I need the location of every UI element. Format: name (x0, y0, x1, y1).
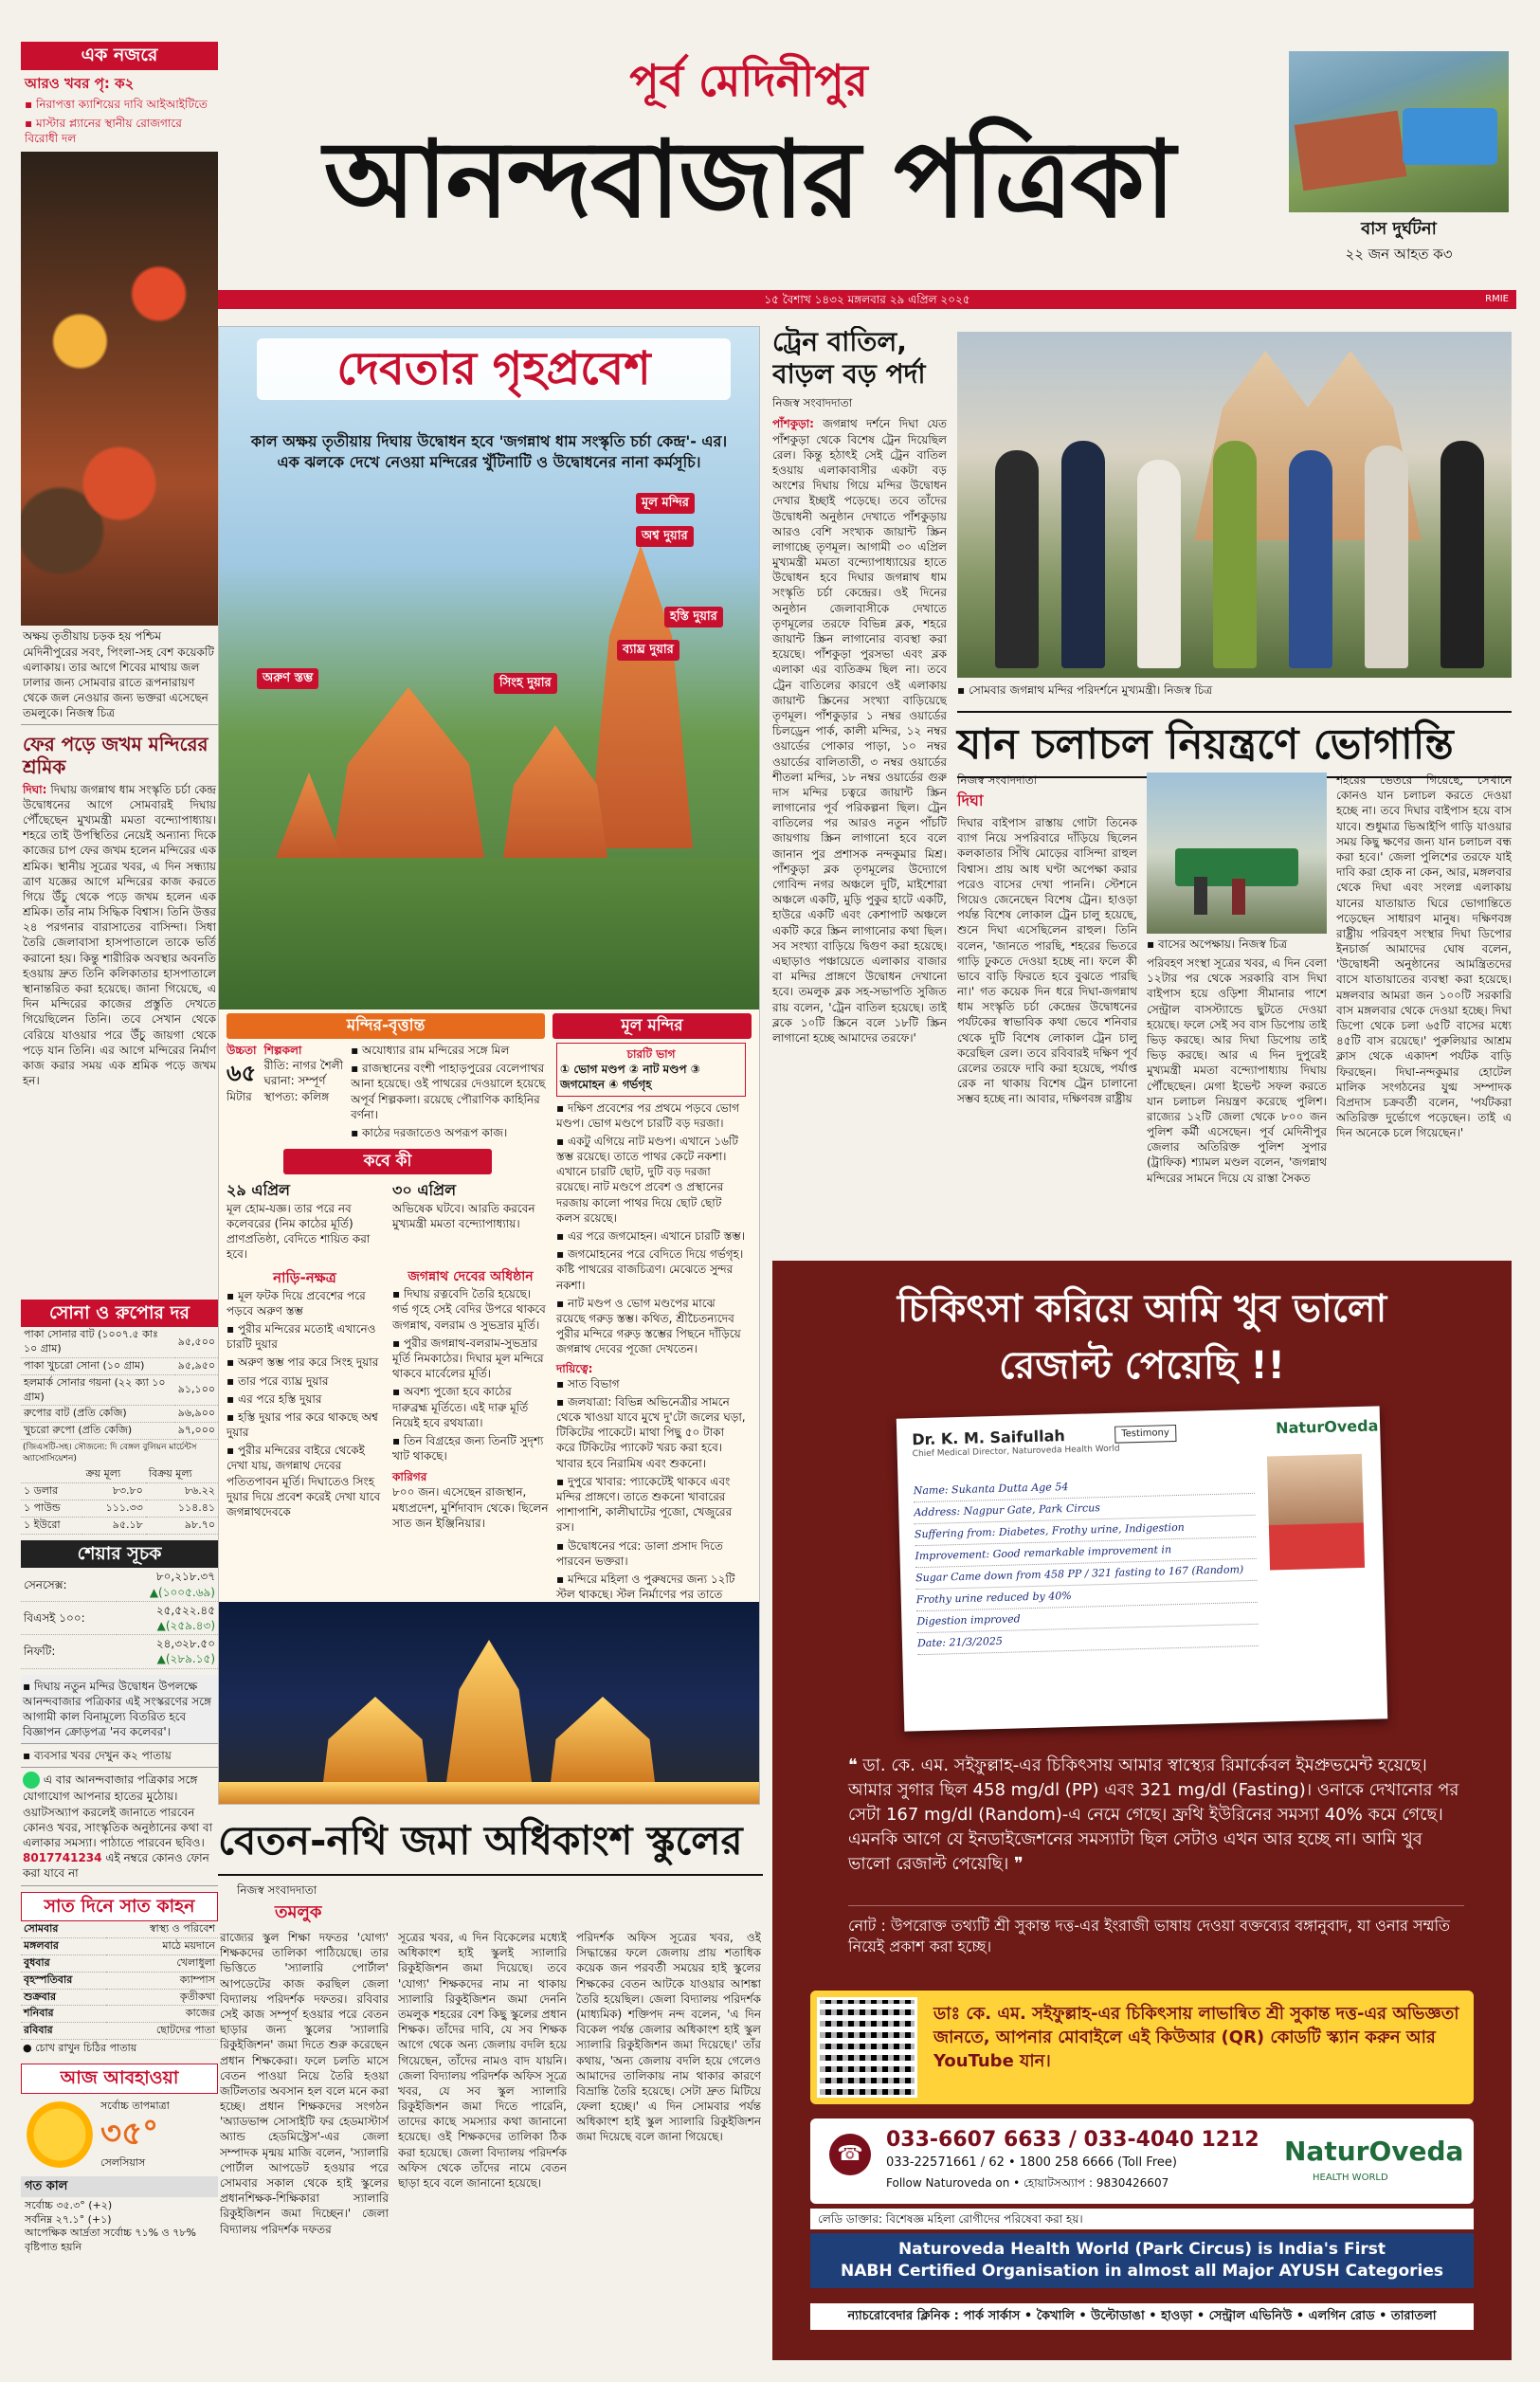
quote-text: ডা. কে. এম. সইফুল্লাহ-এর চিকিৎসায় আমার স্বাস্থ্যের রিমার্কেবল ইমপ্রুভমেন্ট হয়েছে। আমার সুগার ছিল 458 mg/dl (PP) এবং 321 mg/dl (Fasting)। ওনাকে দেখানোর পর সেটা 167 mg/dl (Random)-এ নেমে গেছে। ফ্রথি ইউরিনের সমস্যা 40% কমে গেছে। এমনকি আগে যে ইনডাইজেশনের সমস্যাটা ছিল সেটাও এখন আর হচ্ছে না। আমি খুব ভালো রেজাল্ট পেয়েছি। (848, 1755, 1459, 1875)
cm-visit-photo[interactable] (957, 332, 1512, 678)
tag-main-temple: মূল মন্দির (636, 493, 695, 514)
gold-value: ৯৭,০০০ (175, 1423, 218, 1440)
feature-section-row (219, 1009, 759, 1043)
when-what-title: কবে কী (283, 1149, 492, 1174)
seven-day-name: শুক্রবার (21, 1989, 106, 2006)
school-byline: নিজস্ব সংবাদদাতা (237, 1883, 317, 1897)
person-shape (1365, 445, 1408, 668)
naturoveda-ad (772, 1261, 1512, 2360)
seven-day-row (21, 1921, 218, 1937)
nari-item: ▪ হস্তি দুয়ার পার করে থাকছে অশ্ব দুয়ার (226, 1409, 378, 1440)
bus-wait-caption: ▪ বাসের অপেক্ষায়। নিজস্ব চিত্র (1147, 937, 1288, 951)
patient-photo (1267, 1454, 1365, 1571)
seven-day-row (21, 1972, 218, 1989)
currency-cell: ১ ডলার (21, 1483, 82, 1500)
traffic-place: দিঘা (957, 791, 984, 809)
share-row (21, 1568, 218, 1601)
duties-title: দায়িত্বে: (556, 1361, 593, 1375)
doctor-role: Chief Medical Director, Naturoveda Health World (912, 1444, 1120, 1460)
feature-subtitle: কাল অক্ষয় তৃতীয়ায় দিঘায় উদ্বোধন হবে 'জগন্নাথ ধাম সংস্কৃতি চর্চা কেন্দ্র'- এর। এক ঝলকে দেখে নেওয়া মন্দিরের খুঁটিনাটি ও উদ্বোধনের নানা কর্মসূচি। (250, 432, 728, 471)
section-temple-story: মন্দির-বৃত্তান্ত (226, 1013, 545, 1039)
duty-item: ▪ সাত বিভাগ (556, 1376, 620, 1391)
tag-tiger-gate: ব্যাঘ্র দুয়ার (617, 640, 679, 661)
currency-cell: ৮৬.২২ (146, 1483, 218, 1500)
yesterday-list (21, 2197, 218, 2257)
gate-temple-shape (503, 725, 607, 858)
nari-item: ▪ পুরীর মন্দিরের মতোই এখানেও চারটি দুয়ার (226, 1321, 376, 1352)
train-text: জগন্নাথ দর্শনে দিঘা যেত পাঁশকুড়া থেকে বিশেষ ট্রেন দিয়েছিল রেল। কিন্তু হঠাৎই সেই ট্রেন বাতিল হওয়ায় এলাকাবাসীর একটা বড় অংশের দিঘায় গিয়ে মন্দির উদ্বোধন দেখার ইচ্ছাই পড়েছে। তবে তাঁদের উদ্বোধনী অনুষ্ঠান দেখাতে পাঁশকুড়ায় আরও বেশি সংখ্যক জায়ান্ট স্ক্রিন লাগাচ্ছে তৃণমূল। আগামী ৩০ এপ্রিল মুখ্যমন্ত্রী মমতা বন্দ্যোপাধ্যায়ের হাতে উদ্বোধন হবে দিঘার জগন্নাথ ধাম সংস্কৃতি চর্চা কেন্দ্রের। ওই দিনের অনুষ্ঠান জেলাবাসীকে দেখাতে তৃণমূলের তরফে বিভিন্ন ব্লক, শহরে জায়ান্ট স্ক্রিন লাগানোর ব্যবস্থা করা হয়েছে। পাঁশকুড়া পুরসভা এবং ব্লক এলাকা এর ব্যতিক্রম ছিল না। তবে ট্রেন বাতিলের কারণে ওই এলাকায় জায়ান্ট স্ক্রিনের সংখ্যা বাড়িয়েছে তৃণমূল। পাঁশকুড়ার ১ নম্বর ওয়ার্ডের চিলড্রেন পার্ক, কালী মন্দির, ১২ নম্বর ওয়ার্ডের পোকার পাড়া, ১০ নম্বর ওয়ার্ডের বালিতাতী, ৩ নম্বর ওয়ার্ডের শীতলা মন্দির, ১৮ নম্বর ওয়ার্ডের গুরু দাস মন্দির চত্বরে জায়ান্ট স্ক্রিন লাগানোর পূর্ব পরিকল্পনা ছিল। ট্রেন বাতিলের পর আরও নতুন পাঁচটি জায়গায় স্ক্রিন লাগানো হবে বলে জানান পুর প্রশাসক নন্দকুমার মিশ্র। পাঁশকুড়া ব্লক তৃণমূলের উদ্যোগে গোবিন্দ নগর অঞ্চলে দুটি, মাইশোরা অঞ্চলে একটি, মুড়ি পুকুর হাটে একটি, হাউরে একটি এবং কেশাপাট অঞ্চলে একটি করে স্ক্রিন লাগানোর কথা ছিল। সব সংখ্যা বাড়িয়ে দ্বিগুণ করা হয়েছে। এছাড়াও পঞ্চায়েতে এলাকার বাজার বা মন্দির প্রাঙ্গণে উদ্বোধন দেখানো হবে। তমলুক ব্লক সহ-সভাপতি সুজিত রায় বলেন, 'ট্রেন বাতিল হয়েছে। তাই ব্লকে ১০টি স্ক্রিনে বলে ১৮টি স্ক্রিন লাগানো হচ্ছে আমাদের তরফে।' (772, 417, 947, 1045)
gate-temple-shape (333, 687, 484, 858)
info-text: কাঠের দরজাতেও অপরূপ কাজ। (362, 1125, 508, 1139)
nari-item: ▪ পুরীর মন্দিরের বাইরে থেকেই দেখা যায়, জগন্নাথ দেবের পতিতপাবন মূর্তি। দিঘাতেও সিংহ দুয়ার দিয়ে প্রবেশ করেই দেখা যাবে জগন্নাথদেবকে (226, 1444, 381, 1519)
date-text: মূল হোম-যজ্ঞ। তার পরে নব কলেবরের (নিম কাঠের মূর্তি) প্রাণপ্রতিষ্ঠা, বেদিতে শায়িত করা হবে। (226, 1201, 371, 1262)
card-lines (913, 1472, 1259, 1655)
share-value: ২৪,৩২৮.৫০ ▲(২৮৯.১৫) (117, 1635, 218, 1668)
art-line: স্থাপত্য: কলিঙ্গ (263, 1089, 330, 1103)
lit-ground (219, 1782, 760, 1805)
part-desc-item: ▪ একটু এগিয়ে নাট মণ্ডপ। এখানে ১৬টি স্তম্ভ রয়েছে। তাতে পাথর কেটে নকশা। এখানে চারটি ছোট, দুটি বড় দরজা রয়েছে। নাট মণ্ডপে প্রবেশ ও প্রস্থানের দরজায় কালো পাথর দিয়ে ছোট ছোট কলস রয়েছে। (556, 1134, 738, 1225)
currency-cell: ৯৫.১৮ (82, 1517, 145, 1534)
bus-wait-photo[interactable] (1147, 773, 1327, 934)
caption-text: বাসের অপেক্ষায়। নিজস্ব চিত্র (1157, 937, 1288, 951)
left-column (21, 42, 218, 2355)
parts-title: চারটি ভাগ (626, 1046, 676, 1061)
date-text: অভিষেক ঘটবে। আরতি করবেন মুখ্যমন্ত্রী মমতা বন্দ্যোপাধ্যায়। (392, 1201, 535, 1230)
share-row (21, 1635, 218, 1668)
nari-item: ▪ এর পরে হস্তি দুয়ার (226, 1391, 322, 1406)
gold-row (21, 1423, 218, 1440)
currency-row (21, 1517, 218, 1534)
part-desc-item: ▪ দক্ষিণ প্রবেশের পর প্রথমে পড়বে ভোগ মণ্ডপ। ভোগ মণ্ডপে চারটি বড় দরজা। (556, 1100, 740, 1130)
seven-day-topic: খেলাধুলা (106, 1955, 218, 1972)
gold-row (21, 1357, 218, 1374)
nari-box (226, 1268, 383, 1534)
tag-elephant-gate: হস্তি দুয়ার (664, 607, 723, 627)
art-line: রীতি: নাগর শৈলী (263, 1059, 344, 1073)
art-box (263, 1043, 343, 1143)
left-story-body (21, 782, 218, 1294)
ad-headline-1: চিকিৎসা করিয়ে আমি খুব ভালো (897, 1287, 1387, 1331)
naturoveda-logo: NaturOveda (1284, 2136, 1464, 2167)
seven-day-topic: ছোটদের পাতা (106, 2023, 218, 2040)
karigar-title: কারিগর (392, 1470, 427, 1484)
share-table (21, 1568, 218, 1668)
seven-day-row (21, 1938, 218, 1955)
seven-day-name: শনিবার (21, 2006, 106, 2023)
height-label: উচ্চতা (226, 1043, 257, 1057)
idols-item: ▪ পুরীর জগন্নাথ-বলরাম-সুভদ্রার মূর্তি নিমকাঠের। দিঘার মূল মন্দিরে থাকবে মার্বেলের মূর্তি। (392, 1336, 544, 1381)
ad-headline-2: রেজাল্ট পেয়েছি !! (999, 1344, 1285, 1388)
seven-day-name: রবিবার (21, 2023, 106, 2040)
info-text: রাজস্থানের বংশী পাহাড়পুরের বেলেপাথর আনা হয়েছে। ওই পাথরের দেওয়ালে হয়েছে অপূর্ব শিল্পকলা। রয়েছে পৌরাণিক কাহিনির বর্ণনা। (351, 1062, 546, 1121)
currency-cell: ৮৩.৮০ (82, 1483, 145, 1500)
info-line: ▪ কাঠের দরজাতেও অপরূপ কাজ। (351, 1125, 508, 1139)
notice-text: ব্যবসার খবর দেখুন ক২ পাতায় (33, 1749, 172, 1763)
train-headline[interactable]: ট্রেন বাতিল, বাড়ল বড় পর্দা (772, 326, 926, 390)
details-row (226, 1268, 549, 1534)
currency-row (21, 1500, 218, 1518)
contact-box (810, 2118, 1474, 2204)
cm-photo-caption: ▪ সোমবার জগন্নাথ মন্দির পরিদর্শনে মুখ্যমন্ত্রী। নিজস্ব চিত্র (957, 683, 1213, 697)
gold-value: ৯৫,৫০০ (175, 1327, 218, 1357)
nari-title: নাড়ি-নক্ষত্র (273, 1269, 336, 1287)
gold-label: পাকা খুচরো সোনা (১০ গ্রাম) (21, 1357, 175, 1374)
date-label: ২৯ এপ্রিল (226, 1181, 290, 1199)
seven-day-row (21, 2006, 218, 2023)
business-notice[interactable]: ▪ ব্যবসার খবর দেখুন ক২ পাতায় (21, 1744, 218, 1768)
testimony-card (897, 1406, 1387, 1731)
idols-item: ▪ তিন বিগ্রহের জন্য তিনটি সুদৃশ্য খাট থাকছে। (392, 1433, 544, 1464)
gold-note: (জিএসটি-সহ। সৌজন্যে: দি বেঙ্গল বুলিয়ন মার্চেন্টস অ্যাসোসিয়েশন) (23, 1443, 197, 1464)
idols-title: জগন্নাথ দেবের অধিষ্ঠান (408, 1269, 534, 1285)
share-title: শেয়ার সূচক (21, 1540, 218, 1569)
school-headline[interactable]: বেতন-নথি জমা অধিকাংশ স্কুলের (218, 1814, 763, 1876)
ground-shape (219, 858, 760, 1009)
tag-arun-pillar: অরুণ স্তম্ভ (257, 668, 318, 689)
currency-header: ক্রয় মূল্য (82, 1466, 145, 1482)
brief-item: ▪ নিরাপত্তা ক্যাশিয়ের দাবি আইআইটিতে (25, 97, 208, 111)
whatsapp-number[interactable]: 8017741234 (23, 1851, 102, 1865)
yesterday-title: গত কাল (21, 2176, 218, 2197)
seven-day-topic: স্বাস্থ্য ও পরিবেশ (106, 1921, 218, 1937)
seven-days-title: সাত দিনে সাত কাহন (21, 1892, 218, 1922)
idols-item: ▪ অবশ্য পুজো হবে কাঠের দারুব্রহ্ম মূর্তিতে। এই দারু মূর্তি নিয়েই হবে রথযাত্রা। (392, 1385, 529, 1429)
person-shape (1213, 441, 1257, 668)
currency-cell: ১১১.৩৩ (82, 1500, 145, 1518)
height-art-row (226, 1043, 549, 1143)
seven-day-name: বুধবার (21, 1955, 106, 1972)
yesterday-item: আপেক্ষিক আর্দ্রতা সর্বোচ্চ ৭১% ও ৭৮% (25, 2227, 196, 2240)
pillar-shape (276, 773, 342, 858)
lit-temple-shape (551, 1697, 655, 1782)
weather-unit: সেলসিয়াস (100, 2156, 146, 2170)
idols-item: ▪ দিঘায় রত্নবেদি তৈরি হয়েছে। গর্ভ গৃহে সেই বেদির উপরে থাকবে জগন্নাথ, বলরাম ও সুভদ্রার মূর্তি। (392, 1287, 546, 1332)
share-value: ২৫,৫২২.৪৫ ▲(২৫৯.৪৩) (117, 1601, 218, 1634)
temple-feature (218, 326, 760, 1805)
currency-table (21, 1466, 218, 1534)
nari-item: ▪ মূল ফটক দিয়ে প্রবেশের পরে পড়বে অরুণ স্তম্ভ (226, 1288, 366, 1318)
school-col-1: রাজ্যের স্কুল শিক্ষা দফতর 'যোগ্য' শিক্ষকদের তালিকা পাঠিয়েছে। তার ভিত্তিতে 'স্যালারি পোর্টাল' আপডেটের কাজ করছিল জেলা বিদ্যালয় পরিদর্শক দফতর। রবিবার সেই কাজ সম্পূর্ণ হওয়ার পরে বেতন ছাড়ার জন্য স্কুলের 'স্যালারি রিকুইজিশন' জমা দিতে শুরু করেছেন প্রধান শিক্ষকেরা। ফলে চলতি মাসে বেতন পাওয়া নিয়ে তৈরি হওয়া জটিলতার অবসান হল বলে মনে করা হচ্ছে। প্রধান শিক্ষকদের সংগঠন 'অ্যাডভান্স সোসাইটি ফর হেডমাস্টার্স অ্যান্ড হেডমিস্ট্রেস'-এর জেলা সম্পাদক মৃন্ময় মাজি বলেন, 'স্যালারি পোর্টাল আপডেট হওয়ার পরে সোমবার সকাল থেকে হাই স্কুলের প্রধানশিক্ষক-শিক্ষিকারা স্যালারি রিকুইজিশন জমা দিচ্ছেন।' জেলা বিদ্যালয় পরিদর্শক দফতর (220, 1931, 389, 2236)
seven-day-row (21, 1955, 218, 1972)
info-text: অযোধ্যার রাম মন্দিরের সঙ্গে মিল (362, 1043, 510, 1057)
nari-list (226, 1288, 383, 1520)
card-line: Suffering from: Diabetes, Frothy urine, Indigestion (915, 1516, 1256, 1546)
currency-cell: ৯৮.৭০ (146, 1517, 218, 1534)
parts-list: ① ভোগ মণ্ডপ ② নাট মণ্ডপ ③ জগমোহন ④ গর্ভগৃহ (560, 1063, 700, 1092)
seven-days-table (21, 1921, 218, 2040)
whatsapp-tail: এই নম্বরে কোনও ফোন করা যাবে না (23, 1851, 209, 1881)
nari-item: ▪ অরুণ স্তম্ভ পার করে সিংহ দুয়ার (226, 1355, 379, 1370)
part-desc-item: ▪ নাট মণ্ডপ ও ভোগ মণ্ডপের মাঝে রয়েছে গরুড় স্তম্ভ। কথিত, শ্রীচৈতন্যদেব পুরীর মন্দিরে গরুড় স্তম্ভের পিছনে দাঁড়িয়ে জগন্নাথ দেবের পূজো দেখতেন। (556, 1296, 741, 1356)
currency-row (21, 1483, 218, 1500)
part-item: জগমোহন (560, 1078, 606, 1092)
info-line: ▪ রাজস্থানের বংশী পাহাড়পুরের বেলেপাথর আনা হয়েছে। ওই পাথরের দেওয়ালে হয়েছে অপূর্ব শিল্পকলা। রয়েছে পৌরাণিক কাহিনির বর্ণনা। (351, 1062, 546, 1121)
parts-box (556, 1043, 746, 1097)
left-story-headline[interactable]: ফের পড়ে জখম মন্দিরের শ্রমিক (23, 732, 208, 778)
traffic-byline: নিজস্ব সংবাদদাতা (957, 773, 1038, 787)
weather-label: সর্বোচ্চ তাপমাত্রা (100, 2099, 170, 2112)
gold-row (21, 1327, 218, 1357)
lit-temple-shape (446, 1640, 532, 1782)
glance-title: এক নজরে (21, 42, 218, 70)
card-line: Improvement: Good remarkable improvement in (915, 1537, 1256, 1568)
share-label: বিএসই ১০০: (21, 1601, 117, 1634)
main-temple-shape (589, 545, 693, 848)
seven-day-topic: ক্যাম্পাস (106, 1972, 218, 1989)
karigar-text: ৮০০ জন। এসেছেন রাজস্থান, মধ্যপ্রদেশ, মুর্শিদাবাদ থেকে। ছিলেন সাত জন ইঞ্জিনিয়ার। (392, 1485, 549, 1530)
card-line: Digestion improved (916, 1603, 1258, 1633)
nabh-line-2: NABH Certified Organisation in almost all Major AYUSH Categories (841, 2261, 1443, 2281)
person-shape (1061, 441, 1105, 668)
testimony-badge: Testimony (1114, 1425, 1176, 1443)
duty-item: ▪ জলযাত্রা: বিভিন্ন অভিনেত্রীর সামনে থেকে খাওয়া যাবে মুখে দু'টো জলের ঘড়া, টিকিটের পাকেটে। মাথা পিছু ৫০ টাকা করে টিকিটের প্যাকেট খরচ করা হবে। খাবার হবে নিরামিষ এবং শুকনো। (556, 1394, 746, 1470)
school-place: তমলুক (275, 1902, 322, 1922)
qr-text: ডাঃ কে. এম. সইফুল্লাহ-এর চিকিৎসায় লাভান্বিত শ্রী সুকান্ত দত্ত-এর অভিজ্ঞতা জানতে, আপনার মোবাইলে এই কিউআর (QR) কোডটি স্ক্যান করুন আর YouTube যান। (933, 2004, 1459, 2072)
issue-date: ১৫ বৈশাখ ১৪৩২ মঙ্গলবার ২৯ এপ্রিল ২০২৫ (764, 293, 970, 306)
weather-box (21, 2094, 218, 2177)
caption-text: সোমবার জগন্নাথ মন্দির পরিদর্শনে মুখ্যমন্ত্রী। নিজস্ব চিত্র (968, 683, 1213, 697)
traffic-col-2: পরিবহণ সংস্থা সূত্রের খবর, এ দিন বেলা ১২টার পর থেকে সরকারি বাস দিঘা বাইপাস হয়ে ওড়িশা সীমানার পাশে সেন্ট্রাল বাসস্ট্যান্ডে ছুটতে দেওয়া হয়েছে। ফলে সেই সব বাস ডিপোয় তাই ভিড় করছে। আর দিঘা ডিপোয় তাই ভিড় করছে। আর এ দিন দুপুরেই মুখ্যমন্ত্রী মমতা বন্দ্যোপাধ্যায় দিঘায় পৌঁছেছেন। মেগা ইভেন্ট সফল করতে যান চলাচল নিয়ন্ত্রণ করেছে পুলিশ। রাজ্যের ১২টি জেলা থেকে ৮০০ জন পুলিশ কর্মী এসেছেন। পূর্ব মেদিনীপুর জেলার অতিরিক্ত পুলিশ সুপার (ট্রাফিক) শ্যামল মণ্ডল বলেন, 'জগন্নাথ মন্দিরের সামনে দিয়ে যে রাস্তা সৈকত (1147, 956, 1327, 1185)
edition-code: RMIE (1485, 294, 1509, 304)
temple-parts-desc (556, 1100, 746, 1357)
qr-code-icon[interactable] (820, 2000, 915, 2095)
card-line: Date: 21/3/2025 (917, 1625, 1259, 1655)
part-item: নাট মণ্ডপ (643, 1063, 687, 1077)
duties-list (556, 1376, 746, 1618)
seven-day-topic: কৃতীকথা (106, 1989, 218, 2006)
gold-label: রুপোর বাট (প্রতি কেজি) (21, 1406, 175, 1423)
ad-clinics: ন্যাচরোবেদার ক্লিনিক : পার্ক সার্কাস • কৈখালি • উল্টোডাঙা • হাওড়া • সেন্ট্রাল এভিনিউ • এলগিন রোড • তারাতলা (810, 2303, 1474, 2330)
whatsapp-icon (23, 1772, 40, 1789)
height-value: ৬৫ (226, 1060, 257, 1087)
ad-quote: ❝ ডা. কে. এম. সইফুল্লাহ-এর চিকিৎসায় আমার স্বাস্থ্যের রিমার্কেবল ইমপ্রুভমেন্ট হয়েছে। আমার সুগার ছিল 458 mg/dl (PP) এবং 321 mg/dl (Fasting)। ওনাকে দেখানোর পর সেটা 167 mg/dl (Random)-এ নেমে গেছে। ফ্রথি ইউরিনের সমস্যা 40% কমে গেছে। এমনকি আগে যে ইনডাইজেশনের সমস্যাটা ছিল সেটাও এখন আর হচ্ছে না। আমি খুব ভালো রেজাল্ট পেয়েছি। ❞ (848, 1755, 1459, 1875)
gold-row (21, 1406, 218, 1423)
gold-row (21, 1374, 218, 1406)
masthead (227, 42, 1270, 298)
notice-text: দিঘায় নতুন মন্দির উদ্বোধন উপলক্ষে আনন্দবাজার পত্রিকার এই সংস্করণের সঙ্গে আগামী কাল বিনামূল্যে বিতরিত হবে বিজ্ঞাপন ক্রোড়পত্র 'নব কলেবর'। (23, 1679, 211, 1739)
ad-nabh-banner (810, 2233, 1474, 2288)
share-change: ▲(২৮৯.১৫) (156, 1652, 215, 1666)
dateline-place: দিঘা: (23, 782, 47, 796)
gold-value: ৯১,১০০ (175, 1374, 218, 1406)
date-label: ৩০ এপ্রিল (392, 1181, 456, 1199)
share-label: নিফটি: (21, 1635, 117, 1668)
traffic-col-1: দিঘার বাইপাস রাস্তায় গোটা তিনেক ব্যাগ নিয়ে সপরিবারে দাঁড়িয়ে ছিলেন কলকাতার সিঁথি মোড়ের বাসিন্দা রাহুল বিশ্বাস। প্রায় আধ ঘণ্টা অপেক্ষা করার পরেও বাসের দেখা পাননি। স্টেশনে গিয়েও জেনেছেন বিশেষ ট্রেন। হাওড়া পর্যন্ত বিশেষ লোকাল ট্রেন চালু হয়েছে, শুনে দিঘা এসেছিলেন রাহুল। তিনি বলেন, 'জানতে পারছি, শহরের ভিতরে গাড়ি ঢুকতে দেওয়া হচ্ছে না। ফলে কী ভাবে বাড়ি ফিরতে হবে বুঝতে পারছি না।' গত কয়েক দিন ধরে দিঘা-জগন্নাথ ধাম সংস্কৃতি চর্চা কেন্দ্রের উদ্বোধনের পর্যটকের স্বাভাবিক কথা ভেবে শনিবার থেকে দুটি বিশেষ লোকাল ট্রেন চালু করেছিল রেল। তবে রবিবারই দক্ষিণ পূর্ব রেলের তরফে দাবি করা হয়েছে, পর্যাপ্ত রেক না থাকায় বিশেষ ট্রেন চালানো সম্ভব হচ্ছে না। আবার, দক্ষিণবঙ্গ রাষ্ট্রীয় (957, 816, 1137, 1106)
lit-temple-shape (323, 1697, 427, 1782)
seven-day-name: মঙ্গলবার (21, 1938, 106, 1955)
nabh-line-1: Naturoveda Health World (Park Circus) is India's First (897, 2240, 1386, 2259)
share-label: সেনসেক্স: (21, 1568, 117, 1601)
share-value: ৮০,২১৮.৩৭ ▲(১০০৫.৬৯) (117, 1568, 218, 1601)
currency-cell: ১১৪.৪১ (146, 1500, 218, 1518)
sun-icon (27, 2101, 93, 2168)
card-line: Frothy urine reduced by 40% (916, 1581, 1258, 1611)
yesterday-item: সর্বনিম্ন ২৭.১° (+১) (25, 2212, 112, 2226)
edition-name: পূর্ব মেদিনীপুর (629, 55, 868, 106)
phone-icon: ☎ (829, 2134, 871, 2175)
seven-day-topic: মাঠে ময়দানে (106, 1938, 218, 1955)
bus-shape (1403, 108, 1497, 165)
ad-follow[interactable]: Follow Naturoveda on • হোয়াটসঅ্যাপ : 9830426607 (886, 2176, 1169, 2190)
tag-horse-gate: অশ্ব দুয়ার (636, 526, 694, 547)
card-line: Name: Sukanta Dutta Age 54 (913, 1472, 1254, 1502)
duty-item: ▪ মন্দিরে মহিলা ও পুরুষদের জন্য ১২টি স্টল থাকছে। স্টল নির্মাণের পর তাতে (556, 1572, 735, 1602)
part-item: গর্ভগৃহ (622, 1078, 652, 1092)
ad-phone[interactable]: 033-6607 6633 / 033-4040 1212 (886, 2128, 1259, 2152)
train-body (772, 416, 947, 1046)
bus-accident-headline[interactable]: বাস দুর্ঘটনা (1361, 219, 1437, 239)
section-main-temple: মূল মন্দির (553, 1013, 752, 1039)
dates-row (226, 1180, 549, 1264)
currency-cell: ১ ইউরো (21, 1517, 82, 1534)
seven-day-name: বৃহস্পতিবার (21, 1972, 106, 1989)
story-text: দিঘায় জগন্নাথ ধাম সংস্কৃতি চর্চা কেন্দ্র উদ্বোধনের আগে সোমবারই দিঘায় পৌঁছেছেন মুখ্যমন্ত্রী মমতা বন্দ্যোপাধ্যায়। শহরে তাই উপস্থিতির নেয়েই অন্যান্য দিকে কাজের চাপ ফের জখম হলেন মন্দিরের এক শ্রমিক। স্থানীয় সূত্রের খবর, এ দিন সন্ধ্যায় ত্রাণ যজ্ঞের আগে মন্দিরের কাজ করতে গিয়ে উঁচু থেকে পড়ে জখম হলেন এক শ্রমিক। তাঁর নাম সিদ্ধিক বিশ্বাস। তিনি উত্তর ২৪ পরগনার বারাসাতের বাসিন্দা। সিধা তৈরি জেলাবাসা হাসপাতালে তাকে ভর্তি করানো হয়। কিন্তু শারীরিক অবস্থার অবনতি হওয়ায় দ্রুত তিনি কলিকাতার হাসপাতালে স্থানান্তরিত করা হয়েছে। জানা গিয়েছে, এ দিন মন্দিরের কাজের প্রস্তুতি দেখতে গিয়েছিলেন তিনি। তবে সেখান থেকে বেরিয়ে যাওয়ার পরে উঁচু জায়গা থেকে পড়ে যান তিনি। এর আগে মন্দিরের নির্মাণ কাজ করার সময় এক শ্রমিক পড়ে জখম হন। (23, 782, 216, 1088)
paper-logo[interactable]: আনন্দবাজার পত্রিকা (323, 118, 1174, 242)
dateline-place: পাঁশকুড়া: (772, 417, 814, 431)
traffic-headline[interactable]: যান চলাচল নিয়ন্ত্রণে ভোগান্তি (957, 711, 1512, 778)
temple-illustration (219, 327, 759, 1009)
note-text: চোখ রাখুন চিঠির পাতায় (35, 2042, 137, 2055)
date-block (226, 1180, 383, 1264)
wreck-shape (1295, 111, 1407, 191)
seven-day-row (21, 2023, 218, 2040)
gold-table (21, 1327, 218, 1440)
date-block (392, 1180, 549, 1264)
dateline-bar (218, 290, 1516, 309)
yesterday-item: সর্বোচ্চ ৩৫.৩° (+২) (25, 2198, 113, 2211)
info-line: ▪ অযোধ্যার রাম মন্দিরের সঙ্গে মিল (351, 1043, 510, 1057)
seven-day-name: সোমবার (21, 1921, 106, 1937)
gold-value: ৯৬,৯০০ (175, 1406, 218, 1423)
whatsapp-notice (21, 1768, 218, 1885)
person-shape (1289, 450, 1332, 668)
card-line: Address: Nagpur Gate, Park Circus (914, 1494, 1255, 1524)
share-change: ▲(২৫৯.৪৩) (156, 1618, 215, 1632)
gold-label: খুচরো রুপো (প্রতি কেজি) (21, 1423, 175, 1440)
seven-day-row (21, 1989, 218, 2006)
height-unit: মিটার (226, 1089, 252, 1103)
more-news-link[interactable]: আরও খবর পৃ: ক২ (25, 74, 135, 92)
seven-days-note: ● চোখ রাখুন চিঠির পাতায় (23, 2042, 137, 2055)
idols-list (392, 1286, 549, 1464)
school-col-3: পরিদর্শক অফিস সূত্রের খবর, ওই সিদ্ধান্তের ফলে জেলায় প্রায় শতাধিক কয়েক জন পরবর্তী সময়ের হাই স্কুলের শিক্ষকের বেতন আটকে যাওয়ার আশঙ্কা তৈরি হয়েছিল। জেলা বিদ্যালয় পরিদর্শক (মাধ্যমিক) শক্তিপদ নন্দ বলেন, 'এ দিন বিকেল পর্যন্ত জেলার অধিকাংশ হাই স্কুল স্যালারি রিকুইজিশন জমা দিয়েছে।' তাঁর কথায়, 'অন্য জেলায় বদলি হয়ে গেলেও আমাদের তালিকায় নাম থাকার কারণে বিভ্রান্তি তৈরি হয়েছে। সেটা দ্রুত মিটিয়ে ফেলা হচ্ছে।' এ দিন সোমবার পর্যন্ত অধিকাংশ হাই স্কুল স্যালারি রিকুইজিশন জমা দিয়েছে বলে জানা গিয়েছে। (576, 1931, 761, 2144)
photo-caption: অক্ষয় তৃতীয়ায় চড়ক হয় পশ্চিম মেদিনীপুরের সবং, পিংলা-সহ বেশ কয়েকটি এলাকায়। তার আগে শিবের মাথায় জল ঢালার জন্য সোমবার রাতে রূপনারায়ণ থেকে জল নেওয়ার জন্য ভক্তরা এসেছেন তমলুকে। নিজস্ব চিত্র (21, 626, 218, 724)
art-label: শিল্পকলা (263, 1043, 302, 1057)
yesterday-item: বৃষ্টিপাত হয়নি (25, 2241, 82, 2254)
weather-temp: ৩৫° (100, 2115, 159, 2154)
person-shape (1137, 460, 1181, 668)
train-byline: নিজস্ব সংবাদদাতা (772, 396, 853, 410)
info-box (351, 1043, 549, 1143)
naturoveda-logo-sub: HEALTH WORLD (1313, 2173, 1388, 2183)
ad-phone-2[interactable]: 033-22571661 / 62 • 1800 258 6666 (Toll Free) (886, 2155, 1177, 2170)
tag-lion-gate: সিংহ দুয়ার (494, 673, 557, 694)
brief-text: মাস্টার প্ল্যানের স্থানীয় রোজগারে বিরোধী দল (25, 117, 182, 146)
part-item: ভোগ মণ্ডপ (573, 1063, 625, 1077)
school-col-2: সূত্রের খবর, এ দিন বিকেলের মধ্যেই অধিকাংশ হাই স্কুলই স্যালারি রিকুইজিশন জমা দিয়েছে। তবে 'যোগ্য' শিক্ষকদের নাম না থাকায় স্যালারি রিকুইজিশন জমা দেননি তমলুক শহরের বেশ কিছু স্কুলের প্রধান শিক্ষক। তাঁদের দাবি, যে সব শিক্ষক আগে থেকে অন্য জেলায় বদলি হয়ে গিয়েছেন, তাঁদের নামও বাদ যায়নি। জেলা বিদ্যালয় পরিদর্শক অফিস সূত্রে খবর, যে সব স্কুল স্যালারি রিকুইজিশন জমা দিতে পারেনি, তাদের কাছে সমস্যার কথা জানানো হয়েছে। ওই শিক্ষকদের তালিকা ঠিক করা হয়েছে। জেলা বিদ্যালয় পরিদর্শক অফিস থেকে তাঁদের নামে বেতন ছাড়া হবে বলে জানানো হয়েছে। (398, 1931, 567, 2190)
night-temple-photo (219, 1602, 760, 1805)
whatsapp-text: এ বার আনন্দবাজার পত্রিকার সঙ্গে যোগাযোগ আপনার হাতের মুঠোয়। ওয়াটসঅ্যাপ করলেই জানাতে পারবেন কোনও খবর, সাংস্কৃতিক অনুষ্ঠানের কথা বা এলাকার সমস্যা। পাঠাতে পারবেন ছবিও। (23, 1773, 213, 1850)
part-desc-item: ▪ এর পরে জগমোহন। এখানে চারটি স্তম্ভ। (556, 1229, 746, 1243)
ad-note: নোট : উপরোক্ত তথ্যটি শ্রী সুকান্ত দত্ত-এর ইংরাজী ভাষায় দেওয়া বক্তব্যের বঙ্গানুবাদ, যা ওনার সম্মতি নিয়েই প্রকাশ করা হচ্ছে। (848, 1905, 1464, 1956)
currency-header (21, 1466, 82, 1482)
brief-text: নিরাপত্তা ক্যাশিয়ের দাবি আইআইটিতে (35, 97, 208, 111)
traffic-col-3: শহরের ভেতরে গিয়েছে, সেখানে কোনও যান চলাচল করতে দেওয়া হচ্ছে না। তবে দিঘার বাইপাস হয়ে বাস যাবে। শুধুমাত্র ভিআইপি গাড়ি যাওয়ার সময় কিছু ক্ষণের জন্য যান চলাচল বন্ধ করা হবে।' জেলা পুলিশের তরফে যাই দাবি করা হোক না কেন, আর, মঙ্গলবার থেকে দিঘা এবং সংলগ্ন এলাকায় যানের যাতায়াত ঘিরে ভোগান্তিতে পড়েছেন সাধারণ মানুষ। দক্ষিণবঙ্গ রাষ্ট্রীয় পরিবহণ সংস্থার দিঘা ডিপোর ইনচার্জ আমাদের ঘোষ বলেন, 'উদ্বোধনী অনুষ্ঠানের আমন্ত্রিতদের বাসে যাতায়াতের ব্যবস্থা করা হয়েছে। মঙ্গলবার আমরা জন ১০০টি সরকারি বাস মঙ্গলবার থেকে দেওয়া হচ্ছে। দিঘা ডিপো থেকে চলা ৬৫টি বাসের মধ্যে ৪৫টি বাস রয়েছে।' পুরুলিয়ার আশ্রম ক্লাস থেকে একাদশ পর্যটক বাড়ি ফিরছেন। দিঘা-নন্দকুমার হোটেল মালিক সংগঠনের যুগ্ম সম্পাদক বিপ্রদাস চক্রবর্তী বলেন, 'পর্যটকরা অতিরিক্ত দুর্ভোগে পড়েছেন। তাই এ দিন অনেকে চলে গিয়েছেন।' (1336, 773, 1512, 1140)
supplement-notice: ▪ দিঘায় নতুন মন্দির উদ্বোধন উপলক্ষে আনন্দবাজার পত্রিকার এই সংস্করণের সঙ্গে আগামী কাল বিনামূল্যে বিতরিত হবে বিজ্ঞাপন ক্রোড়পত্র 'নব কলেবর'। (21, 1675, 218, 1745)
gold-title: সোনা ও রুপোর দর (21, 1300, 218, 1328)
person-shape (1232, 879, 1245, 915)
duty-item: ▪ উদ্বোধনের পরে: ডালা প্রসাদ দিতে পারবেন ভক্তরা। (556, 1538, 723, 1568)
doctor-name: Dr. K. M. Saifullah (912, 1427, 1066, 1449)
duty-item: ▪ দুপুরে খাবার: প্যাকেটেই থাকবে এবং মন্দির প্রাঙ্গণে। তাতে শুকনো খাবারের পাশাপাশি, কালীঘাটের পূজো, খেজুরের রস। (556, 1474, 733, 1535)
share-row (21, 1601, 218, 1634)
weather-title: আজ আবহাওয়া (21, 2064, 218, 2094)
gold-label: হলমার্ক সোনার গয়না (২২ ক্যা ১০ গ্রাম) (21, 1374, 175, 1406)
art-line: ঘরানা: সম্পূর্ণ (263, 1074, 326, 1088)
train-story (772, 326, 947, 1350)
idols-box (392, 1268, 549, 1534)
seven-day-topic: কাজের (106, 2006, 218, 2023)
bus-accident-photo[interactable] (1289, 51, 1509, 212)
brief-item: ▪ মাস্টার প্ল্যানের স্থানীয় রোজগারে বিরোধী দল (25, 117, 182, 146)
currency-cell: ১ পাউন্ড (21, 1500, 82, 1518)
qr-box (810, 1991, 1474, 2104)
person-shape (1440, 441, 1484, 668)
nari-item: ▪ তার পরে ব্যাঘ্র দুয়ার (226, 1373, 329, 1388)
gold-value: ৯৫,৯৫০ (175, 1357, 218, 1374)
card-line: Sugar Came down from 458 PP / 321 fasting to 167 (Random) (915, 1559, 1257, 1590)
market-photo (21, 152, 218, 626)
currency-header: বিক্রয় মূল্য (146, 1466, 218, 1482)
bus-accident-sub: ২২ জন আহত ক৩ (1345, 245, 1453, 263)
gold-label: পাকা সোনার বাট (১০০৭.৫ কাঃ ১০ গ্রাম) (21, 1327, 175, 1357)
share-change: ▲(১০০৫.৬৯) (149, 1585, 215, 1599)
person-shape (995, 450, 1039, 668)
card-brand: NaturOveda (1275, 1416, 1379, 1438)
feature-title: দেবতার গৃহপ্রবেশ (257, 338, 731, 400)
part-desc-item: ▪ জগমোহনের পরে বেদিতে দিয়ে গর্ভগৃহ। কষ্টি পাথরের বাজচিত্রণ। মেঝেতে সুন্দর নকশা। (556, 1247, 744, 1292)
ad-lady-doctor: লেডি ডাক্তার: বিশেষজ্ঞ মহিলা রোগীদের পরিষেবা করা হয়। (810, 2209, 1474, 2229)
height-box (226, 1043, 256, 1143)
person-shape (1194, 877, 1207, 915)
